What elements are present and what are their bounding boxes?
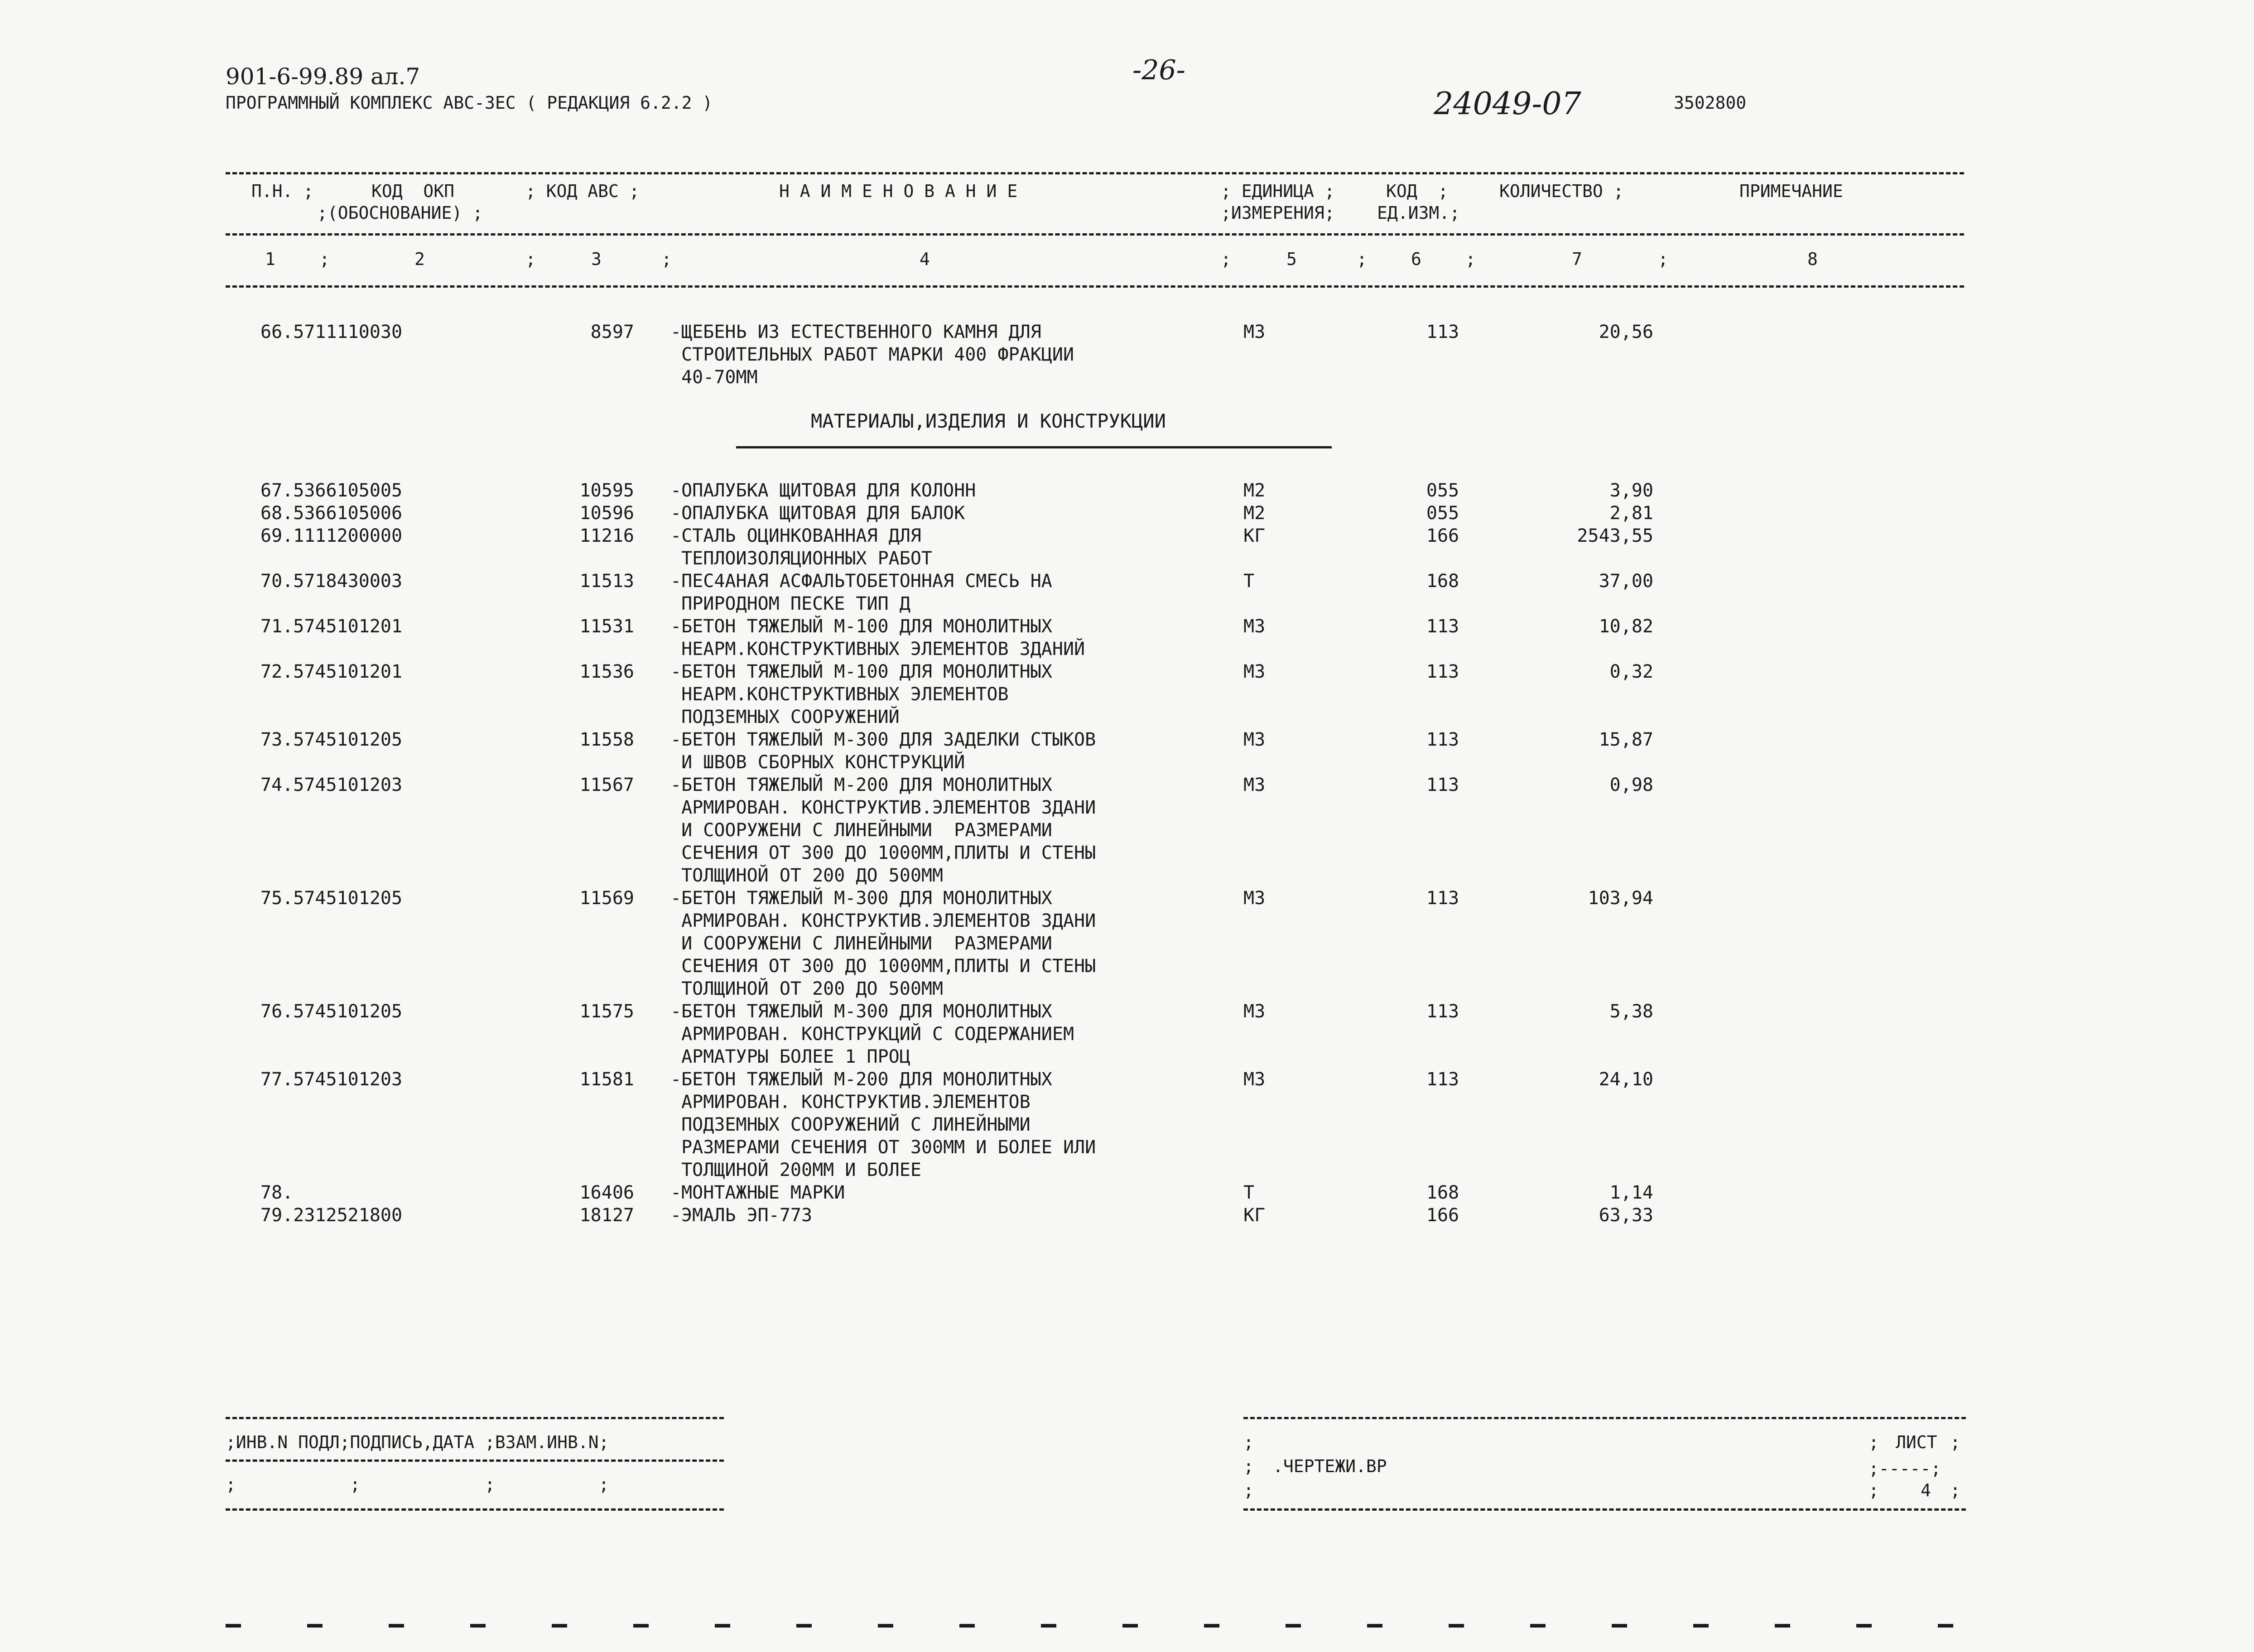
column-number-separator: ; <box>1465 249 1476 269</box>
column-number-4: 4 <box>920 249 930 269</box>
row-pn: 73.5745101205 <box>260 729 403 750</box>
row-name: -БЕТОН ТЯЖЕЛЫЙ М-300 ДЛЯ ЗАДЕЛКИ СТЫКОВ И ШВОВ СБОРНЫХ КОНСТРУКЦИЙ <box>670 729 1096 773</box>
row-unit-code: 166 <box>1426 1205 1459 1226</box>
footer-sheet-separator: ; <box>1869 1432 1879 1452</box>
column-number-separator: ; <box>661 249 672 269</box>
bottom-dash-mark <box>307 1624 323 1628</box>
row-quantity: 20,56 <box>1599 322 1653 342</box>
row-abc-code: 11216 <box>579 525 634 546</box>
document-code: 901-6-99.89 ал.7 <box>226 63 420 90</box>
row-abc-code: 11575 <box>579 1001 634 1022</box>
header-separator-rule <box>226 233 1964 236</box>
program-complex-line: ПРОГРАММНЫЙ КОМПЛЕКС АВС-3ЕС ( РЕДАКЦИЯ 6.2.2 ) <box>226 93 713 113</box>
row-name: -СТАЛЬ ОЦИНКОВАННАЯ ДЛЯ ТЕПЛОИЗОЛЯЦИОННЫХ РАБОТ <box>670 525 932 569</box>
column-header-note: ПРИМЕЧАНИЕ <box>1739 181 1843 201</box>
bottom-dash-mark <box>715 1624 730 1628</box>
row-pn: 71.5745101201 <box>260 616 403 637</box>
row-quantity: 103,94 <box>1588 888 1653 909</box>
footer-right-bottom-rule <box>1243 1508 1966 1511</box>
column-number-1: 1 <box>265 249 275 269</box>
row-quantity: 1,14 <box>1609 1182 1653 1203</box>
row-pn: 70.5718430003 <box>260 571 403 592</box>
row-name: -ЩЕБЕНЬ ИЗ ЕСТЕСТВЕННОГО КАМНЯ ДЛЯ СТРОИТЕЛЬНЫХ РАБОТ МАРКИ 400 ФРАКЦИИ 40-70ММ <box>670 322 1074 388</box>
bottom-dash-mark <box>1775 1624 1790 1628</box>
row-abc-code: 11536 <box>579 661 634 682</box>
row-unit: М3 <box>1243 729 1266 750</box>
bottom-dash-mark <box>796 1624 812 1628</box>
row-abc-code: 8597 <box>590 322 634 342</box>
row-quantity: 37,00 <box>1599 571 1653 592</box>
bottom-dash-mark <box>1286 1624 1301 1628</box>
bottom-dash-mark <box>1449 1624 1464 1628</box>
bottom-dash-mark <box>226 1624 241 1628</box>
column-number-separator: ; <box>1357 249 1367 269</box>
row-quantity: 0,32 <box>1609 661 1653 682</box>
bottom-dash-mark <box>470 1624 486 1628</box>
row-abc-code: 10596 <box>579 503 634 524</box>
bottom-dash-mark <box>1856 1624 1872 1628</box>
column-number-7: 7 <box>1572 249 1582 269</box>
footer-right-separator: ; <box>1243 1480 1254 1500</box>
row-abc-code: 11531 <box>579 616 634 637</box>
row-unit-code: 055 <box>1426 503 1459 524</box>
column-number-6: 6 <box>1411 249 1421 269</box>
row-name: -БЕТОН ТЯЖЕЛЫЙ М-200 ДЛЯ МОНОЛИТНЫХ АРМИРОВАН. КОНСТРУКТИВ.ЭЛЕМЕНТОВ ПОДЗЕМНЫХ СООРУЖЕНИЙ С ЛИНЕЙНЫМИ РАЗМЕРАМИ СЕЧЕНИЯ ОТ 300ММ И БОЛЕЕ ИЛИ ТОЛЩИНОЙ 200ММ И БОЛЕЕ <box>670 1069 1096 1180</box>
column-header-code: КОД ; <box>1386 181 1449 201</box>
footer-left-labels: ;ИНВ.N ПОДЛ;ПОДПИСЬ,ДАТА ;ВЗАМ.ИНВ.N; <box>226 1432 609 1452</box>
row-name: -ПЕС4АНАЯ АСФАЛЬТОБЕТОННАЯ СМЕСЬ НА ПРИРОДНОМ ПЕСКЕ ТИП Д <box>670 571 1052 614</box>
row-pn: 72.5745101201 <box>260 661 403 682</box>
footer-right-separator: ; <box>1243 1432 1254 1452</box>
row-unit-code: 113 <box>1426 1069 1459 1090</box>
row-name: -МОНТАЖНЫЕ МАРКИ <box>670 1182 845 1203</box>
row-pn: 74.5745101203 <box>260 775 403 795</box>
row-quantity: 3,90 <box>1609 480 1653 501</box>
row-unit-code: 113 <box>1426 888 1459 909</box>
footer-sheet-separator: ; <box>1869 1480 1879 1500</box>
handwritten-number: 24049-07 <box>1434 86 1581 122</box>
footer-sheet-separator: ; <box>1950 1432 1960 1452</box>
row-unit-code: 113 <box>1426 322 1459 342</box>
row-unit: М3 <box>1243 888 1266 909</box>
row-unit: КГ <box>1243 1205 1266 1226</box>
bottom-dash-mark <box>1693 1624 1709 1628</box>
row-abc-code: 11558 <box>579 729 634 750</box>
row-unit: Т <box>1243 571 1255 592</box>
column-number-separator: ; <box>1658 249 1668 269</box>
row-unit-code: 113 <box>1426 661 1459 682</box>
row-unit: М3 <box>1243 775 1266 795</box>
row-name: -БЕТОН ТЯЖЕЛЫЙ М-100 ДЛЯ МОНОЛИТНЫХ НЕАРМ.КОНСТРУКТИВНЫХ ЭЛЕМЕНТОВ ЗДАНИЙ <box>670 616 1085 660</box>
footer-sheet-label: ЛИСТ <box>1896 1432 1937 1452</box>
column-number-separator: ; <box>1221 249 1231 269</box>
row-pn: 69.1111200000 <box>260 525 403 546</box>
footer-left-blank-cells: ; ; ; ; <box>226 1474 609 1494</box>
row-pn: 78. <box>260 1182 294 1203</box>
column-header-abc: ; КОД АВС ; <box>525 181 640 201</box>
row-quantity: 63,33 <box>1599 1205 1653 1226</box>
row-quantity: 2,81 <box>1609 503 1653 524</box>
column-number-3: 3 <box>591 249 602 269</box>
column-number-separator: ; <box>319 249 330 269</box>
row-name: -БЕТОН ТЯЖЕЛЫЙ М-200 ДЛЯ МОНОЛИТНЫХ АРМИРОВАН. КОНСТРУКТИВ.ЭЛЕМЕНТОВ ЗДАНИ И СООРУЖЕНИ С ЛИНЕЙНЫМИ РАЗМЕРАМИ СЕЧЕНИЯ ОТ 300 ДО 1000ММ,ПЛИТЫ И СТЕНЫ ТОЛЩИНОЙ ОТ 200 ДО 500ММ <box>670 775 1096 886</box>
row-abc-code: 11581 <box>579 1069 634 1090</box>
row-abc-code: 16406 <box>579 1182 634 1203</box>
row-abc-code: 11567 <box>579 775 634 795</box>
footer-right-top-rule <box>1243 1417 1966 1419</box>
row-name: -БЕТОН ТЯЖЕЛЫЙ М-300 ДЛЯ МОНОЛИТНЫХ АРМИРОВАН. КОНСТРУКЦИЙ С СОДЕРЖАНИЕМ АРМАТУРЫ БОЛЕЕ 1 ПРОЦ <box>670 1001 1074 1067</box>
row-pn: 67.5366105005 <box>260 480 403 501</box>
footer-drawings-label: .ЧЕРТЕЖИ.ВР <box>1273 1456 1387 1476</box>
row-unit-code: 113 <box>1426 775 1459 795</box>
row-unit: М3 <box>1243 322 1266 342</box>
stamp-number: 3502800 <box>1674 93 1747 113</box>
bottom-dash-mark <box>1122 1624 1138 1628</box>
row-unit: М3 <box>1243 616 1266 637</box>
row-unit: М3 <box>1243 661 1266 682</box>
row-pn: 77.5745101203 <box>260 1069 403 1090</box>
row-unit: КГ <box>1243 525 1266 546</box>
footer-left-middle-rule <box>226 1459 724 1462</box>
row-unit: Т <box>1243 1182 1255 1203</box>
row-unit: М2 <box>1243 503 1266 524</box>
column-number-2: 2 <box>414 249 425 269</box>
section-title: МАТЕРИАЛЫ,ИЗДЕЛИЯ И КОНСТРУКЦИИ <box>811 410 1166 432</box>
row-pn: 66.5711110030 <box>260 322 403 342</box>
row-unit-code: 113 <box>1426 729 1459 750</box>
row-quantity: 15,87 <box>1599 729 1653 750</box>
row-pn: 76.5745101205 <box>260 1001 403 1022</box>
footer-sheet-separator: ; <box>1950 1480 1960 1500</box>
bottom-dash-mark <box>1041 1624 1056 1628</box>
table-top-rule <box>226 172 1964 174</box>
column-header-okp-justification: ;(ОБОСНОВАНИЕ) ; <box>317 203 483 223</box>
column-header-unit: ; ЕДИНИЦА ; <box>1221 181 1335 201</box>
bottom-dash-mark <box>1530 1624 1546 1628</box>
row-abc-code: 11513 <box>579 571 634 592</box>
column-number-rule <box>226 285 1964 288</box>
row-abc-code: 10595 <box>579 480 634 501</box>
row-unit-code: 113 <box>1426 1001 1459 1022</box>
column-number-5: 5 <box>1286 249 1297 269</box>
row-unit-code: 166 <box>1426 525 1459 546</box>
column-header-pn: П.Н. ; <box>251 181 314 201</box>
row-abc-code: 18127 <box>579 1205 634 1226</box>
row-quantity: 5,38 <box>1609 1001 1653 1022</box>
row-unit-code: 113 <box>1426 616 1459 637</box>
row-unit: М2 <box>1243 480 1266 501</box>
footer-sheet-number: 4 <box>1921 1480 1931 1500</box>
bottom-dash-mark <box>878 1624 893 1628</box>
row-name: -ЭМАЛЬ ЭП-773 <box>670 1205 813 1226</box>
bottom-dash-mark <box>633 1624 649 1628</box>
row-unit-code: 168 <box>1426 571 1459 592</box>
row-pn: 75.5745101205 <box>260 888 403 909</box>
section-underline <box>736 446 1332 448</box>
bottom-dash-mark <box>1612 1624 1627 1628</box>
row-name: -ОПАЛУБКА ЩИТОВАЯ ДЛЯ КОЛОНН <box>670 480 976 501</box>
footer-sheet-separator: ;-----; <box>1869 1459 1941 1479</box>
row-name: -ОПАЛУБКА ЩИТОВАЯ ДЛЯ БАЛОК <box>670 503 965 524</box>
row-quantity: 10,82 <box>1599 616 1653 637</box>
row-name: -БЕТОН ТЯЖЕЛЫЙ М-100 ДЛЯ МОНОЛИТНЫХ НЕАРМ.КОНСТРУКТИВНЫХ ЭЛЕМЕНТОВ ПОДЗЕМНЫХ СООРУЖЕНИЙ <box>670 661 1052 727</box>
row-unit-code: 168 <box>1426 1182 1459 1203</box>
bottom-dash-mark <box>552 1624 567 1628</box>
column-header-okp: КОД ОКП <box>371 181 455 201</box>
column-header-unit-measure: ;ИЗМЕРЕНИЯ; <box>1221 203 1335 223</box>
row-unit-code: 055 <box>1426 480 1459 501</box>
page-number: -26- <box>1132 54 1185 86</box>
bottom-dash-mark <box>1367 1624 1382 1628</box>
row-unit: М3 <box>1243 1069 1266 1090</box>
column-number-8: 8 <box>1807 249 1818 269</box>
row-quantity: 2543,55 <box>1577 525 1653 546</box>
column-header-code-unit: ЕД.ИЗМ.; <box>1377 203 1460 223</box>
bottom-dash-mark <box>959 1624 975 1628</box>
bottom-dash-mark <box>1938 1624 1953 1628</box>
row-pn: 79.2312521800 <box>260 1205 403 1226</box>
column-number-separator: ; <box>525 249 536 269</box>
row-unit: М3 <box>1243 1001 1266 1022</box>
footer-left-bottom-rule <box>226 1508 724 1511</box>
column-header-name: Н А И М Е Н О В А Н И Е <box>779 181 1018 201</box>
row-pn: 68.5366105006 <box>260 503 403 524</box>
column-header-quantity: КОЛИЧЕСТВО ; <box>1499 181 1624 201</box>
footer-left-top-rule <box>226 1417 724 1419</box>
bottom-dash-mark <box>1204 1624 1219 1628</box>
row-quantity: 0,98 <box>1609 775 1653 795</box>
row-name: -БЕТОН ТЯЖЕЛЫЙ М-300 ДЛЯ МОНОЛИТНЫХ АРМИРОВАН. КОНСТРУКТИВ.ЭЛЕМЕНТОВ ЗДАНИ И СООРУЖЕНИ С ЛИНЕЙНЫМИ РАЗМЕРАМИ СЕЧЕНИЯ ОТ 300 ДО 1000ММ,ПЛИТЫ И СТЕНЫ ТОЛЩИНОЙ ОТ 200 ДО 500ММ <box>670 888 1096 999</box>
row-quantity: 24,10 <box>1599 1069 1653 1090</box>
bottom-dash-mark <box>389 1624 404 1628</box>
row-abc-code: 11569 <box>579 888 634 909</box>
footer-right-separator: ; <box>1243 1456 1254 1476</box>
